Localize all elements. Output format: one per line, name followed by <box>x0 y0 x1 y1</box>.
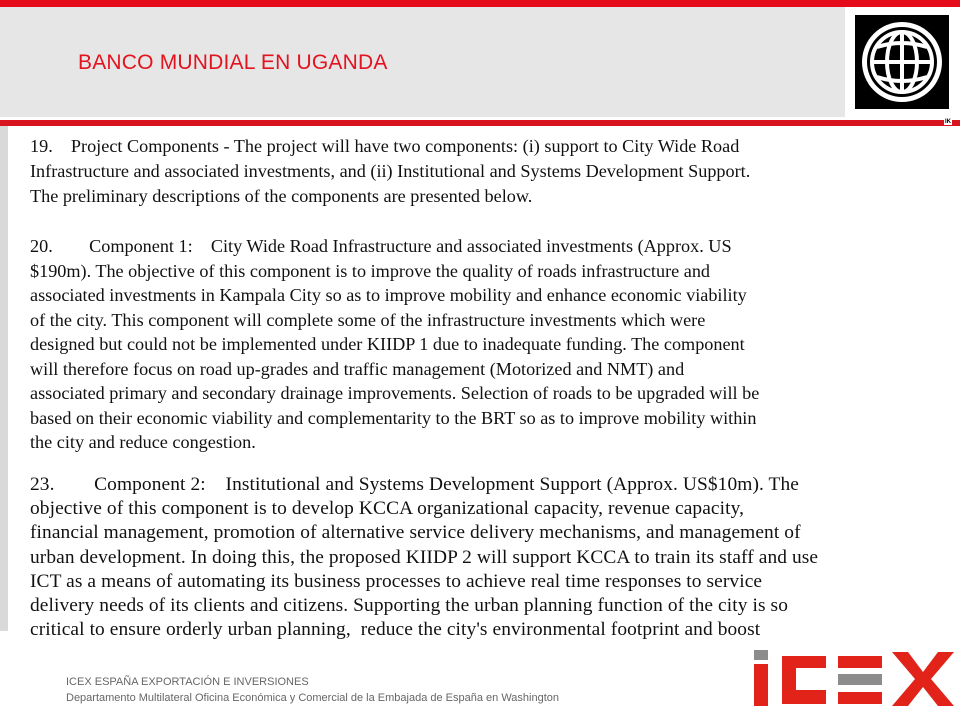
paragraph-19: 19. Project Components - The project will have two components: (i) support to City Wide Road Infrastructure and associated investments, and (ii) Institutional and Systems Development Support. The preliminary descriptions of the components are presented below. <box>30 136 751 206</box>
top-accent-bar <box>0 0 960 7</box>
icex-logo-icon <box>752 646 958 710</box>
world-bank-globe-icon <box>855 15 949 109</box>
header-band <box>0 7 845 117</box>
footer-department: Departamento Multilateral Oficina Económica y Comercial de la Embajada de España en Washington <box>66 692 560 704</box>
paragraph-23: 23. Component 2: Institutional and Systems Development Support (Approx. US$10m). The objective of this component is to develop KCCA organizational capacity, revenue capacity, financial management, promotion of alternative service delivery mechanisms, and management of urban development. In doing this, the proposed KIIDP 2 will support KCCA to train its staff and use ICT as a means of automating its business processes to achieve real time responses to service delivery needs of its clients and citizens. Supporting the urban planning function of the city is so critical to ensure orderly urban planning, reduce the city's environmental footprint and boost <box>30 474 819 641</box>
footer-organization: ICEX ESPAÑA EXPORTACIÓN E INVERSIONES <box>66 676 309 688</box>
paragraph-20: 20. Component 1: City Wide Road Infrastructure and associated investments (Approx. US $190m). The objective of this component is to improve the quality of roads infrastructure and associated investments in Kampala City so as to improve mobility and enhance economic viability of the city. This component will complete some of the infrastructure investments which were designed but could not be implemented under KIIDP 1 due to inadequate funding. The component will therefore focus on road up-grades and traffic management (Motorized and NMT) and associated primary and secondary drainage improvements. Selection of roads to be upgraded will be based on their economic viability and complementarity to the BRT so as to improve mobility within the city and reduce congestion. <box>30 236 760 452</box>
page-title: BANCO MUNDIAL EN UGANDA <box>78 51 388 74</box>
left-margin-strip <box>0 126 8 631</box>
logo-tag: IK <box>945 119 951 125</box>
world-bank-logo <box>847 9 955 117</box>
icex-logo <box>752 646 958 715</box>
document-excerpt <box>8 126 960 646</box>
